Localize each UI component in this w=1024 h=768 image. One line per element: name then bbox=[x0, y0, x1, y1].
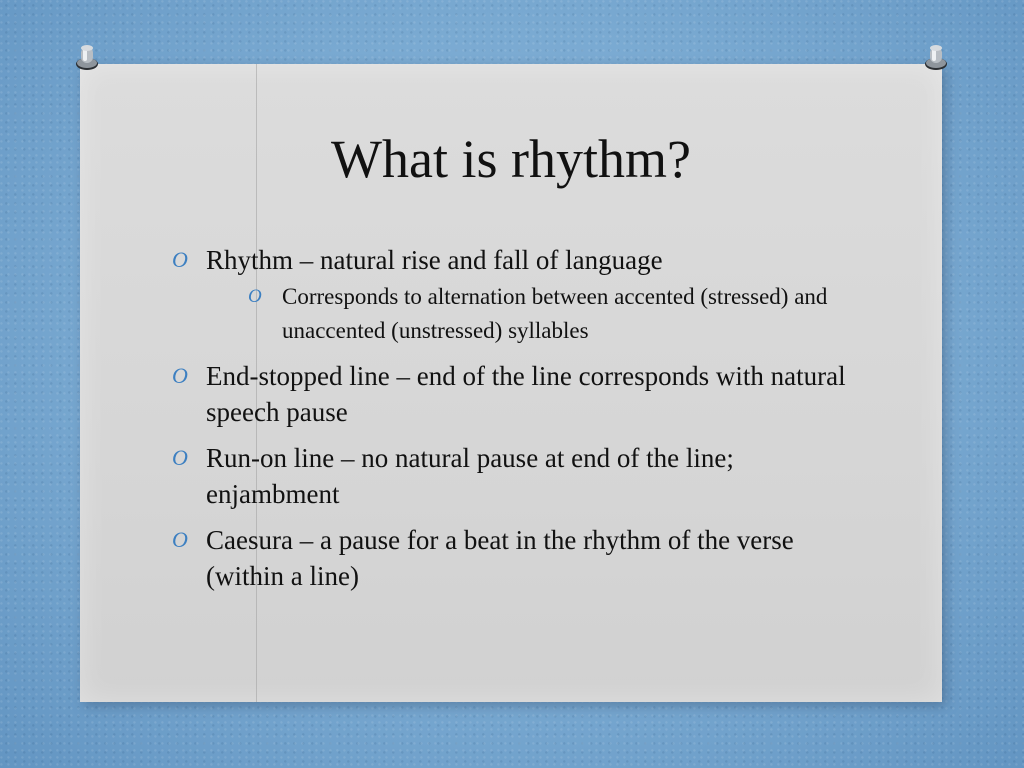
bullet-text: Run-on line – no natural pause at end of the line; enjambment bbox=[206, 443, 734, 509]
bullet-marker: O bbox=[172, 363, 188, 388]
bullet-text: Rhythm – natural rise and fall of language bbox=[206, 245, 663, 275]
bullet-marker: O bbox=[172, 527, 188, 552]
bullet-item bbox=[170, 522, 870, 594]
bullet-item bbox=[170, 358, 870, 430]
bullet-marker: O bbox=[248, 286, 262, 307]
bullet-marker: O bbox=[172, 247, 188, 272]
bullet-item bbox=[170, 440, 870, 512]
bullet-marker: O bbox=[172, 445, 188, 470]
bullet-text: End-stopped line – end of the line corresponds with natural speech pause bbox=[206, 361, 846, 427]
pushpin-icon bbox=[921, 42, 951, 72]
bullet-list bbox=[170, 242, 870, 604]
sub-bullet-item bbox=[246, 280, 870, 348]
sub-bullet-list bbox=[206, 280, 870, 348]
bullet-text: Caesura – a pause for a beat in the rhythm of the verse (within a line) bbox=[206, 525, 794, 591]
pushpin-icon bbox=[72, 42, 102, 72]
sub-bullet-text: Corresponds to alternation between accented (stressed) and unaccented (unstressed) syllables bbox=[282, 284, 828, 343]
bullet-item bbox=[170, 242, 870, 348]
slide-title: What is rhythm? bbox=[331, 129, 691, 189]
